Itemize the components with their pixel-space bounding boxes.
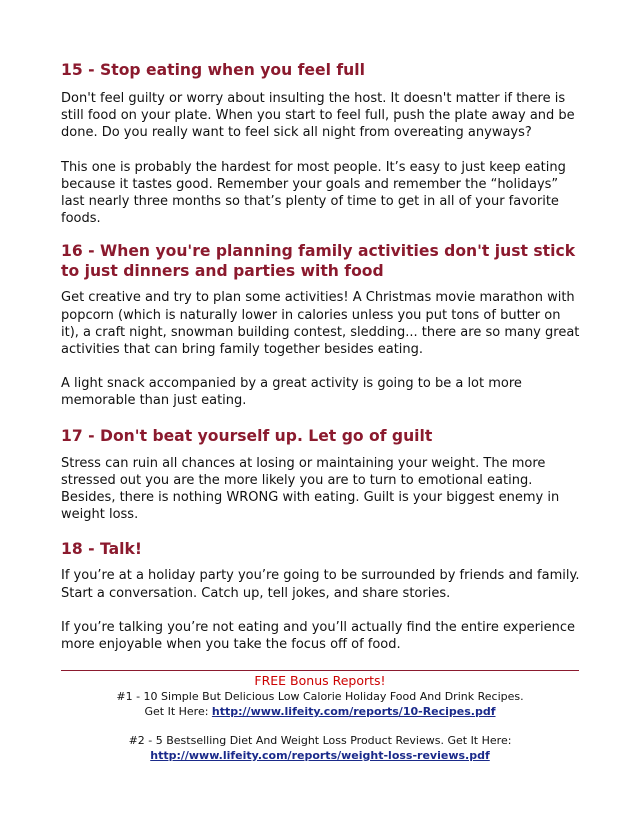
bonus-reports-footer xyxy=(61,670,579,763)
section-15-paragraph-2: This one is probably the hardest for most people. It’s easy to just keep eating because it tastes good. Remember your goals and remember the “holidays” last nearly three months so that’s plenty of time to get in all of your favorite foods. xyxy=(61,159,566,227)
section-16-paragraph-1: Get creative and try to plan some activities! A Christmas movie marathon with popcorn (which is naturally lower in calories unless you put tons of butter on it), a craft night, snowman building contest, sledding... there are so many great activities that can bring family together besides eating. xyxy=(61,290,580,358)
report-1-get-line xyxy=(61,704,579,719)
section-18-heading: 18 - Talk! xyxy=(61,540,143,559)
section-15-heading: 15 - Stop eating when you feel full xyxy=(61,61,365,79)
report-2-link-line xyxy=(61,748,579,763)
section-18-paragraph-1: If you’re at a holiday party you’re going to be surrounded by friends and family. Start a conversation. Catch up, tell jokes, and share stories. xyxy=(61,568,580,601)
document-body xyxy=(61,60,581,653)
report-1-link[interactable]: http://www.lifeity.com/reports/10-Recipes.pdf xyxy=(211,705,496,718)
footer-title: FREE Bonus Reports! xyxy=(254,673,386,688)
section-16-heading: 16 - When you're planning family activities don't just stick to just dinners and parties with food xyxy=(61,242,576,281)
section-18-paragraph-2: If you’re talking you’re not eating and you’ll actually find the entire experience more enjoyable when you take the focus off of food. xyxy=(61,619,576,653)
section-16-paragraph-2: A light snack accompanied by a great activity is going to be a lot more memorable than just eating. xyxy=(61,376,522,409)
report-2-link[interactable]: http://www.lifeity.com/reports/weight-loss-reviews.pdf xyxy=(150,749,490,762)
section-15-paragraph-1: Don't feel guilty or worry about insulting the host. It doesn't matter if there is still food on your plate. When you start to feel full, push the plate away and be done. Do you really want to feel sick all night from overeating anyways? xyxy=(61,91,575,141)
report-1-prefix: Get It Here: xyxy=(144,705,212,718)
section-17-paragraph-1: Stress can ruin all chances at losing or maintaining your weight. The more stressed out you are the more likely you are to turn to emotional eating. Besides, there is nothing WRONG with eating. Guilt is your biggest enemy in weight loss. xyxy=(61,455,560,523)
report-2-description: #2 - 5 Bestselling Diet And Weight Loss Product Reviews. Get It Here: xyxy=(128,734,512,747)
report-1-description: #1 - 10 Simple But Delicious Low Calorie Holiday Food And Drink Recipes. xyxy=(116,690,524,703)
section-17-heading: 17 - Don't beat yourself up. Let go of guilt xyxy=(61,426,433,445)
